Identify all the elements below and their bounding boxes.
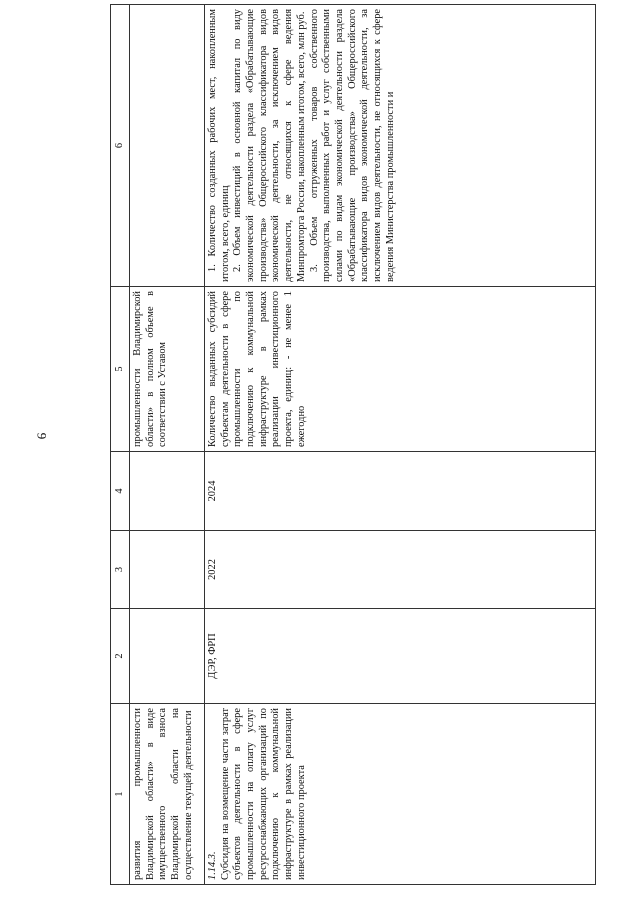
measure-name-text: развития промышленности Владимирской области» в виде имущественного взноса Владимирской области на осуществление текущей деятельности bbox=[132, 708, 194, 880]
start-year-cell bbox=[130, 531, 205, 609]
column-header: 2 bbox=[111, 609, 130, 704]
indicators-cell bbox=[130, 5, 205, 287]
start-year-cell: 2022 bbox=[205, 531, 596, 609]
executor-cell: ДЭР, ФРП bbox=[205, 609, 596, 704]
measures-table bbox=[110, 4, 596, 885]
header-row bbox=[111, 5, 130, 885]
end-year-cell: 2024 bbox=[205, 452, 596, 531]
executor-cell bbox=[130, 609, 205, 704]
table-row bbox=[130, 5, 205, 885]
table-row bbox=[205, 5, 596, 885]
expected-result-cell: промышленности Владимирской области» в полном объеме в соответствии с Уставом bbox=[130, 287, 205, 452]
rotated-table-container bbox=[110, 5, 596, 885]
indicators-cell bbox=[205, 5, 596, 287]
column-header: 1 bbox=[111, 704, 130, 885]
indicator-item: 2. Объем инвестиций в основной капитал по виду экономической деятельности раздела «Обрабатывающие производства» Общероссийского классификатора видов экономической деятельности, за исключением видов деятельности, не относящихся к сфере ведения Минпромторга России, накопленным итогом, всего, млн руб. bbox=[232, 9, 307, 282]
expected-result-cell: Количество выданных субсидий субъектам деятельности в сфере промышленности по подключению к коммунальной инфраструктуре в рамках реализации инвестиционного проекта, единиц: - не менее 1 ежегодно bbox=[205, 287, 596, 452]
end-year-cell bbox=[130, 452, 205, 531]
column-header: 6 bbox=[111, 5, 130, 287]
indicator-item: 3. Объем отгруженных товаров собственного производства, выполненных работ и услуг собственными силами по видам экономической деятельности раздела «Обрабатывающие производства» Общероссийского классификатора видов экономической деятельности, за исключением видов деятельности, не относящихся к сфере ведения Министерства промышленности и bbox=[308, 9, 396, 282]
measure-name-text: Субсидия на возмещение части затрат субъектов деятельности в сфере промышленности на оплату услуг ресурсоснабжающих организаций по подключению к коммунальной инфраструктуре в рамках реализации инвестиционного проекта bbox=[219, 708, 307, 880]
indicator-item: 1. Количество созданных рабочих мест, накопленным итогом, всего, единиц bbox=[207, 9, 231, 282]
measure-number: 1.14.3. bbox=[207, 851, 218, 880]
measure-name-cell bbox=[130, 704, 205, 885]
column-header: 5 bbox=[111, 287, 130, 452]
column-header: 4 bbox=[111, 452, 130, 531]
page-number: 9 bbox=[34, 432, 50, 440]
measure-name-cell bbox=[205, 704, 596, 885]
column-header: 3 bbox=[111, 531, 130, 609]
